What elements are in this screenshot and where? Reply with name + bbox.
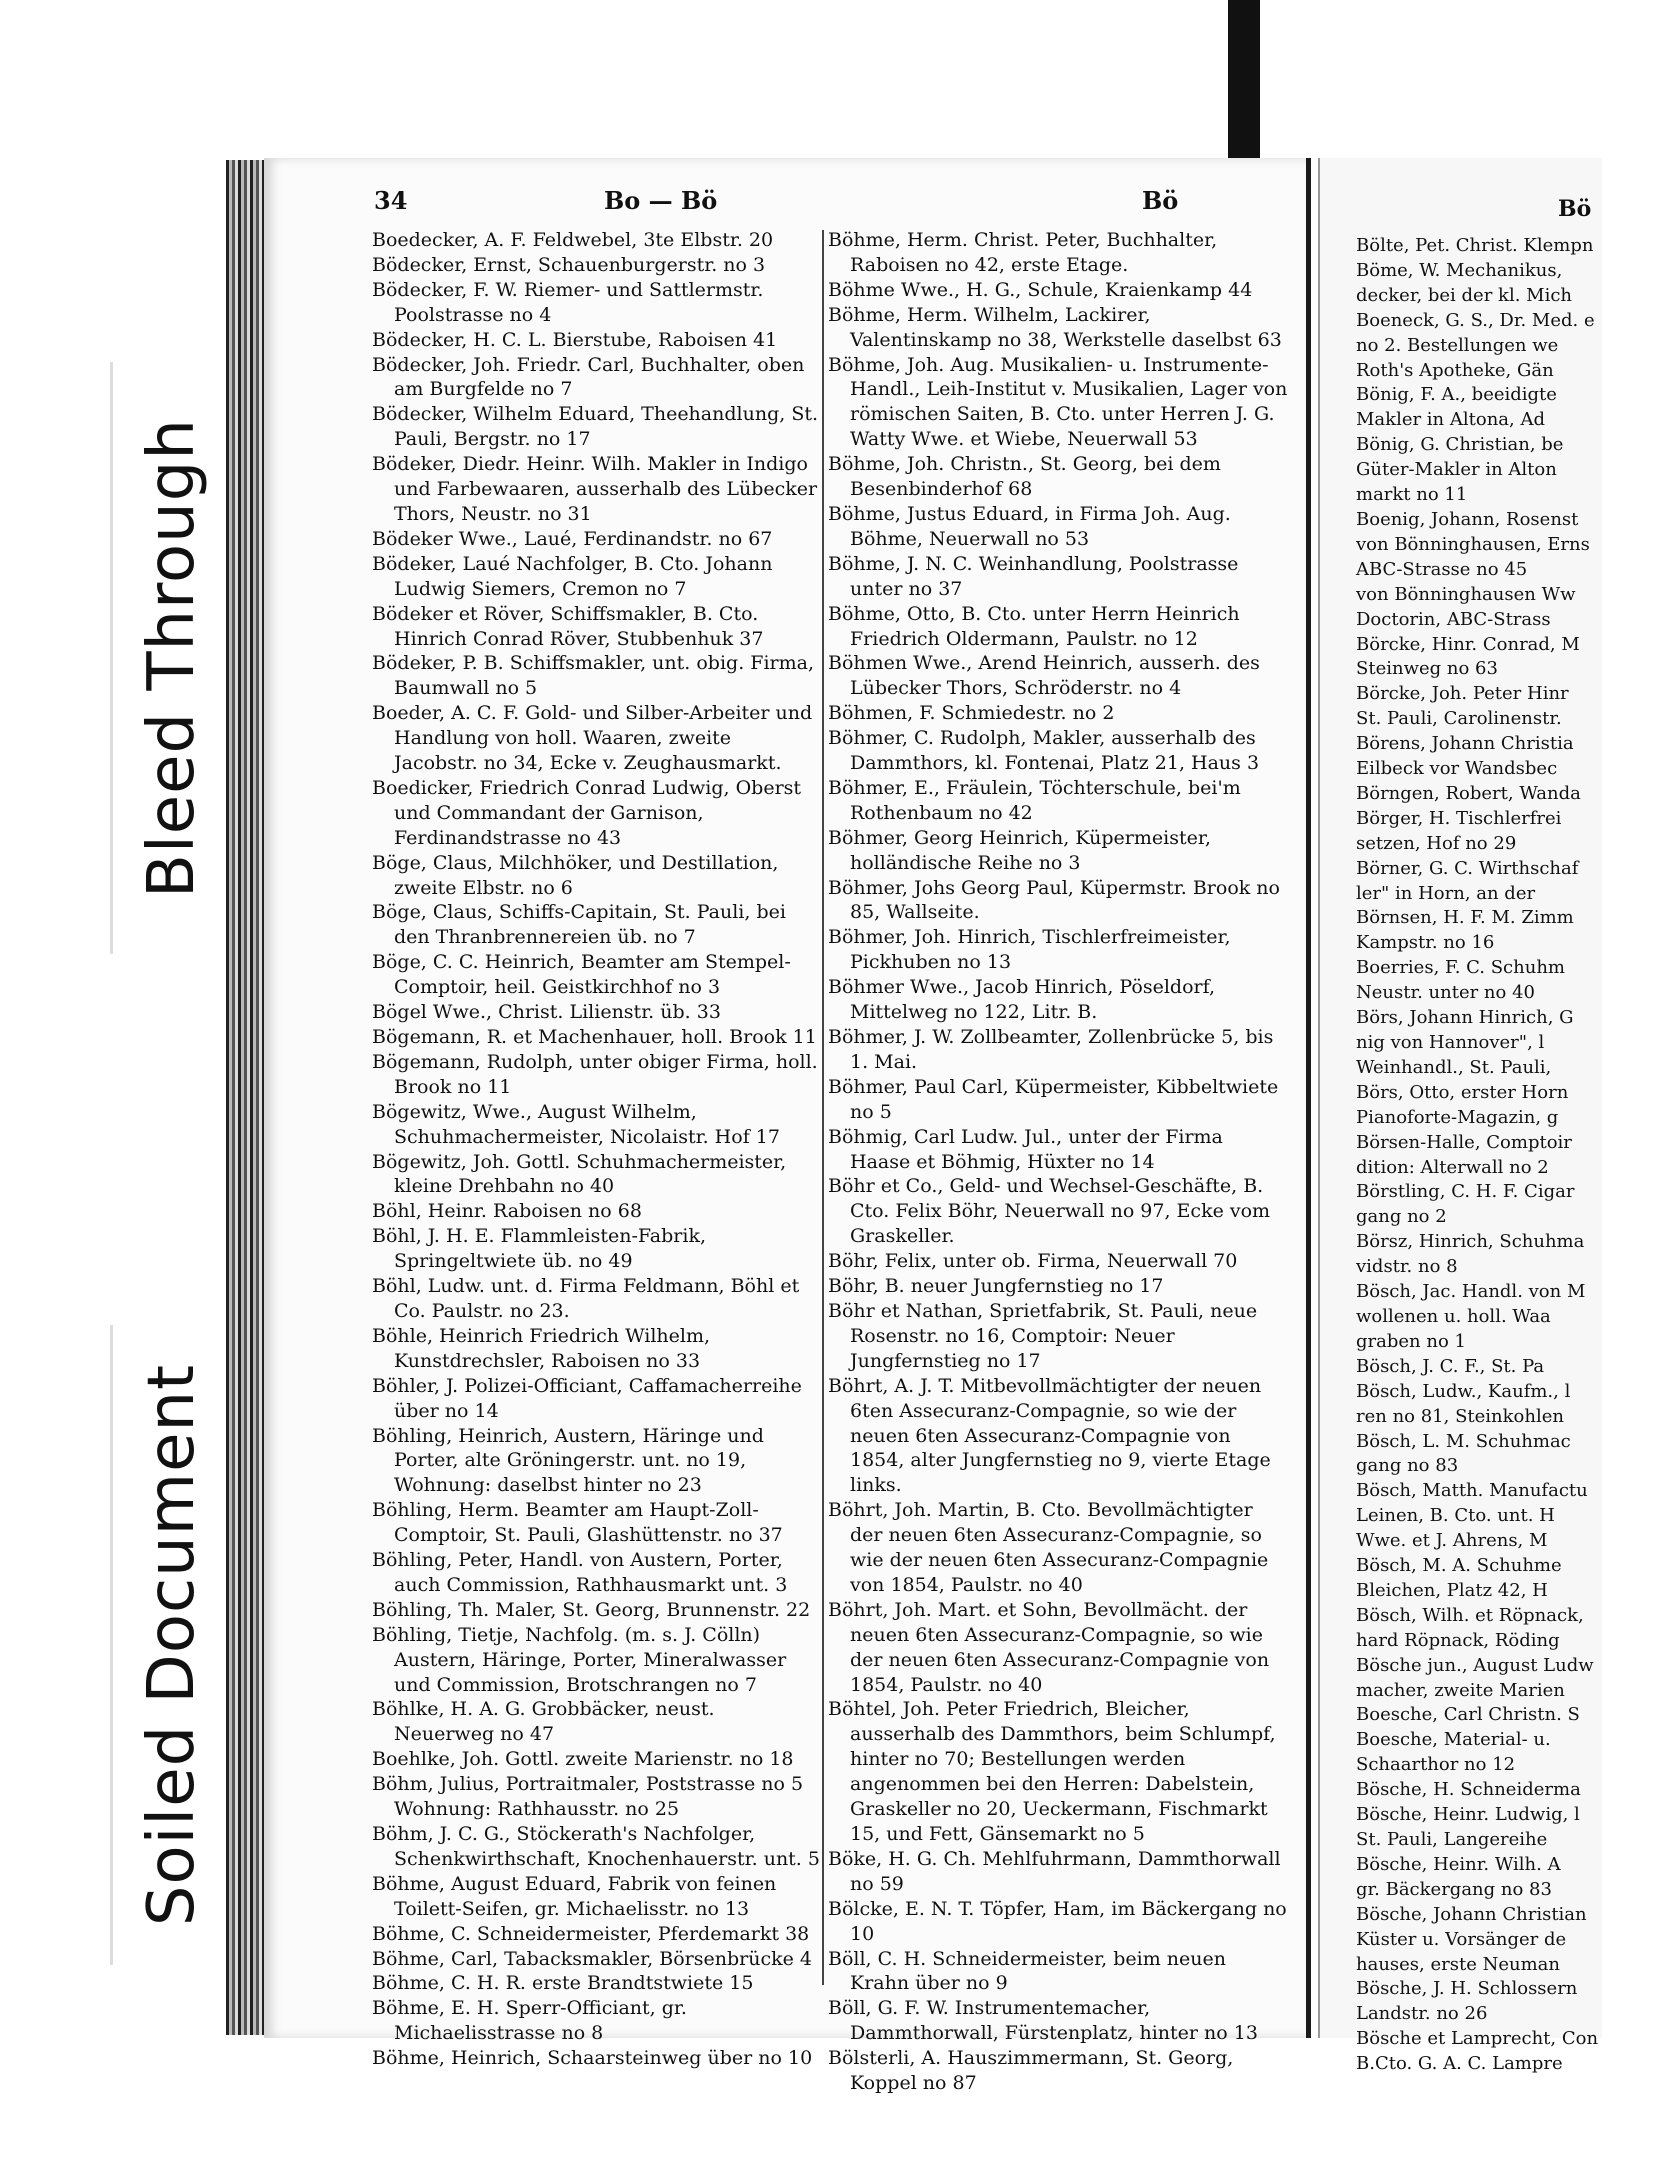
adjacent-line: Bösche, Heinr. Wilh. A: [1356, 1853, 1561, 1875]
directory-entry: Böhme, Herm. Christ. Peter, Buchhalter, Raboisen no 42, erste Etage.: [828, 229, 1218, 276]
directory-entry: Böhmer, Georg Heinrich, Küpermeister, holländische Reihe no 3: [828, 826, 1211, 874]
adjacent-line: decker, bei der kl. Mich: [1356, 284, 1573, 306]
directory-entry: Böhling, Tietje, Nachfolg. (m. s. J. Cölln) Austern, Häringe, Porter, Mineralwasser und Commission, Brotschrangen no 7: [372, 1623, 787, 1696]
directory-page: [264, 158, 1311, 2095]
directory-entry: Bölsterli, A. Hauszimmermann, St. Georg, Koppel no 87: [828, 2047, 1234, 2095]
adjacent-line: St. Pauli, Carolinenstr.: [1356, 708, 1562, 730]
adjacent-line: Bösch, Matth. Manufactu: [1356, 1480, 1588, 1502]
directory-entry: Böhme, J. N. C. Weinhandlung, Poolstrasse unter no 37: [828, 552, 1239, 600]
adjacent-line: Kampstr. no 16: [1356, 932, 1495, 954]
directory-entry: Böhrt, A. J. T. Mitbevollmächtigter der neuen 6ten Assecuranz-Compagnie, so wie der neuen 6ten Assecuranz-Compagnie von 1854, alter Jungfernstieg no 9, vierte Etage links.: [828, 1374, 1271, 1497]
directory-entry: Bögemann, Rudolph, unter obiger Firma, holl. Brook no 11: [372, 1050, 818, 1098]
directory-entry: Böhling, Herm. Beamter am Haupt-Zoll-Comptoir, St. Pauli, Glashüttenstr. no 37: [372, 1499, 783, 1547]
directory-entry: Böhme, Herm. Wilhelm, Lackirer, Valentinskamp no 38, Werkstelle daselbst 63: [828, 303, 1282, 351]
soiled-document-label: Soiled Document: [135, 1363, 209, 1927]
adjacent-line: Güter-Makler in Alton: [1356, 459, 1557, 481]
adjacent-line: no 2. Bestellungen we: [1356, 334, 1559, 356]
directory-entry: Böhmer, Joh. Hinrich, Tischlerfreimeister, Pickhuben no 13: [828, 926, 1231, 974]
page-number: 34: [374, 186, 408, 215]
adjacent-line: setzen, Hof no 29: [1356, 832, 1517, 854]
directory-entry: Böhme, Heinrich, Schaarsteinweg über no 10: [372, 2047, 813, 2070]
adjacent-line: hard Röpnack, Röding: [1356, 1629, 1560, 1651]
adjacent-line: Bleichen, Platz 42, H: [1356, 1579, 1548, 1601]
directory-entry: Bödeker et Röver, Schiffsmakler, B. Cto. Hinrich Conrad Röver, Stubbenhuk 37: [372, 602, 764, 650]
adjacent-line: Leinen, B. Cto. unt. H: [1356, 1505, 1555, 1527]
directory-entry: Böhler, J. Polizei-Officiant, Caffamacherreihe über no 14: [372, 1374, 802, 1422]
directory-entry: Bödecker, Wilhelm Eduard, Theehandlung, St. Pauli, Bergstr. no 17: [372, 403, 819, 451]
directory-entry: Böke, H. G. Ch. Mehlfuhrmann, Dammthorwall no 59: [828, 1847, 1281, 1895]
right-running-head: Bö: [1142, 186, 1179, 215]
adjacent-line: von Bönninghausen, Erns: [1356, 533, 1590, 555]
adjacent-line: macher, zweite Marien: [1356, 1679, 1565, 1701]
adjacent-line: ren no 81, Steinkohlen: [1356, 1405, 1564, 1427]
directory-entry: Böhme, Carl, Tabacksmakler, Börsenbrücke 4: [372, 1947, 812, 1970]
directory-entry: Bödeker, Diedr. Heinr. Wilh. Makler in Indigo und Farbewaaren, ausserhalb des Lübecker Thors, Neustr. no 31: [372, 453, 818, 525]
adjacent-line: Küster u. Vorsänger de: [1356, 1928, 1567, 1950]
adjacent-line: Bösch, Wilh. et Röpnack,: [1356, 1604, 1584, 1626]
adjacent-page: [1318, 158, 1602, 2075]
directory-entry: Bögel Wwe., Christ. Lilienstr. üb. 33: [372, 1001, 721, 1024]
left-running-head: Bo — Bö: [604, 186, 718, 215]
directory-entry: Böhme, C. H. R. erste Brandtstwiete 15: [372, 1972, 754, 1995]
directory-entry: Böhle, Heinrich Friedrich Wilhelm, Kunstdrechsler, Raboisen no 33: [372, 1324, 711, 1372]
directory-entry: Böhme, Otto, B. Cto. unter Herrn Heinrich Friedrich Oldermann, Paulstr. no 12: [828, 602, 1240, 650]
directory-entry: Böll, C. H. Schneidermeister, beim neuen Krahn über no 9: [828, 1947, 1226, 1995]
adjacent-line: St. Pauli, Langereihe: [1356, 1829, 1548, 1850]
directory-entry: Böhmig, Carl Ludw. Jul., unter der Firma Haase et Böhmig, Hüxter no 14: [828, 1125, 1223, 1173]
adjacent-line: wollenen u. holl. Waa: [1356, 1305, 1551, 1327]
bleed-through-label: Bleed Through: [135, 418, 209, 898]
directory-entry: Bödeker, Laué Nachfolger, B. Cto. Johann Ludwig Siemers, Cremon no 7: [372, 552, 773, 600]
directory-entry: Böhmer, E., Fräulein, Töchterschule, bei'm Rothenbaum no 42: [828, 776, 1241, 824]
adjacent-line: Börngen, Robert, Wanda: [1356, 782, 1581, 804]
adjacent-line: Bösch, L. M. Schuhmac: [1356, 1430, 1571, 1452]
adjacent-line: Bösch, Jac. Handl. von M: [1356, 1281, 1586, 1303]
adjacent-line: Bösche jun., August Ludw: [1356, 1654, 1594, 1676]
adjacent-line: Börens, Johann Christia: [1356, 733, 1574, 755]
directory-entry: Böhmer, J. W. Zollbeamter, Zollenbrücke 5, bis 1. Mai.: [828, 1026, 1274, 1073]
directory-entry: Bödecker, F. W. Riemer- und Sattlermstr. Poolstrasse no 4: [372, 278, 764, 326]
adjacent-line: Bönig, F. A., beeidigte: [1356, 384, 1557, 406]
directory-entry: Böll, G. F. W. Instrumentemacher, Dammthorwall, Fürstenplatz, hinter no 13: [828, 1997, 1258, 2045]
directory-entry: Boedicker, Friedrich Conrad Ludwig, Oberst und Commandant der Garnison, Ferdinandstrasse no 43: [372, 776, 802, 849]
directory-entry: Böhling, Heinrich, Austern, Häringe und Porter, alte Gröningerstr. unt. no 19, Wohnung: daselbst hinter no 23: [372, 1424, 764, 1497]
directory-entry: Böhl, Heinr. Raboisen no 68: [372, 1200, 642, 1223]
directory-entry: Böge, Claus, Milchhöker, und Destillation, zweite Elbstr. no 6: [372, 851, 779, 899]
adjacent-line: von Bönninghausen Ww: [1356, 583, 1576, 605]
directory-entry: Böhme, Joh. Aug. Musikalien- u. Instrumente-Handl., Leih-Institut v. Musikalien, Lager von römischen Saiten, B. Cto. unter Herren J. G. Watty Wwe. et Wiebe, Neuerwall 53: [828, 353, 1288, 451]
adjacent-line: nig von Hannover", l: [1356, 1032, 1545, 1053]
directory-entry: Böhmen Wwe., Arend Heinrich, ausserh. des Lübecker Thors, Schröderstr. no 4: [828, 652, 1260, 700]
book-page-edges: [226, 160, 266, 2035]
directory-entry: Böhling, Th. Maler, St. Georg, Brunnenstr. 22: [372, 1598, 811, 1621]
directory-entry: Böhme, Joh. Christn., St. Georg, bei dem Besenbinderhof 68: [828, 453, 1221, 501]
bleed-through-label-box: [110, 362, 231, 954]
directory-entry: Bödeker Wwe., Laué, Ferdinandstr. no 67: [372, 527, 773, 550]
adjacent-line: Doctorin, ABC-Strass: [1356, 608, 1551, 630]
directory-entry: Boedecker, A. F. Feldwebel, 3te Elbstr. 20: [372, 229, 774, 251]
adjacent-line: Bösche, Heinr. Ludwig, l: [1356, 1804, 1580, 1826]
adjacent-line: Landstr. no 26: [1356, 2003, 1488, 2025]
directory-entry: Böhmer, Johs Georg Paul, Küpermstr. Brook no 85, Wallseite.: [828, 876, 1280, 924]
adjacent-line: Bösche et Lamprecht, Con: [1356, 2028, 1599, 2050]
adjacent-line: Börsz, Hinrich, Schuhma: [1356, 1231, 1585, 1253]
adjacent-line: Börcke, Joh. Peter Hinr: [1356, 683, 1569, 705]
directory-entry: Böhl, J. H. E. Flammleisten-Fabrik, Springeltwiete üb. no 49: [372, 1225, 707, 1273]
directory-entry: Böhling, Peter, Handl. von Austern, Porter, auch Commission, Rathhausmarkt unt. 3: [372, 1549, 788, 1596]
adjacent-line: Börs, Otto, erster Horn: [1356, 1081, 1569, 1103]
adjacent-line: ler" in Horn, an der: [1356, 882, 1536, 904]
adjacent-line: Börstling, C. H. F. Cigar: [1356, 1181, 1575, 1203]
adjacent-line: Bösch, J. C. F., St. Pa: [1356, 1355, 1545, 1377]
adjacent-line: Roth's Apotheke, Gän: [1356, 359, 1554, 381]
adjacent-line: Böme, W. Mechanikus,: [1356, 259, 1563, 281]
adjacent-line: Bönig, G. Christian, be: [1356, 434, 1564, 456]
adjacent-line: Neustr. unter no 40: [1356, 982, 1535, 1004]
directory-entry: Böhr et Nathan, Sprietfabrik, St. Pauli, neue Rosenstr. no 16, Comptoir: Neuer Jungfernstieg no 17: [828, 1299, 1258, 1372]
column-divider: [822, 230, 824, 1985]
adjacent-line: graben no 1: [1356, 1330, 1466, 1352]
adjacent-line: Börner, G. C. Wirthschaf: [1356, 857, 1579, 879]
adjacent-line: dition: Alterwall no 2: [1356, 1156, 1549, 1178]
adjacent-line: Steinweg no 63: [1356, 658, 1498, 680]
adjacent-line: ABC-Strasse no 45: [1356, 558, 1528, 580]
directory-entry: Böge, C. C. Heinrich, Beamter am Stempel-Comptoir, heil. Geistkirchhof no 3: [372, 951, 791, 999]
soiled-document-label-box: [110, 1325, 231, 1965]
directory-entry: Bödecker, Joh. Friedr. Carl, Buchhalter, oben am Burgfelde no 7: [372, 353, 805, 401]
directory-entry: Böhme, C. Schneidermeister, Pferdemarkt 38: [372, 1922, 810, 1945]
adjacent-line: gr. Bäckergang no 83: [1356, 1878, 1552, 1900]
adjacent-line: Börsen-Halle, Comptoir: [1356, 1131, 1572, 1153]
directory-entry: Boehlke, Joh. Gottl. zweite Marienstr. no 18: [372, 1748, 794, 1771]
adjacent-line: vidstr. no 8: [1356, 1256, 1458, 1278]
directory-entry: Böhmer Wwe., Jacob Hinrich, Pöseldorf, Mittelweg no 122, Litr. B.: [828, 976, 1216, 1024]
directory-entry: Böhr, B. neuer Jungfernstieg no 17: [828, 1275, 1164, 1298]
adjacent-line: Pianoforte-Magazin, g: [1356, 1106, 1559, 1128]
adjacent-line: Bölte, Pet. Christ. Klempn: [1356, 235, 1594, 256]
adjacent-line: Bösche, H. Schneiderma: [1356, 1779, 1581, 1801]
adjacent-line: Boesche, Carl Christn. S: [1356, 1704, 1580, 1726]
directory-entry: Böhmer, C. Rudolph, Makler, ausserhalb des Dammthors, kl. Fontenai, Platz 21, Haus 3: [828, 727, 1260, 775]
adjacent-line: Bösche, Johann Christian: [1356, 1903, 1587, 1925]
adjacent-line: Weinhandl., St. Pauli,: [1356, 1056, 1552, 1078]
directory-entry: Böhmen, F. Schmiedestr. no 2: [828, 702, 1115, 725]
directory-entry: Böhrt, Joh. Martin, B. Cto. Bevollmächtigter der neuen 6ten Assecuranz-Compagnie, so wie der neuen 6ten Assecuranz-Compagnie von 1854, Paulstr. no 40: [828, 1499, 1269, 1596]
adjacent-line: Makler in Altona, Ad: [1356, 409, 1545, 431]
adjacent-line: Eilbeck vor Wandsbec: [1356, 758, 1558, 780]
adjacent-line: Börnsen, H. F. M. Zimm: [1356, 907, 1574, 929]
directory-entry: Bögemann, R. et Machenhauer, holl. Brook 11: [372, 1026, 817, 1048]
adjacent-line: Bösch, M. A. Schuhme: [1356, 1555, 1562, 1577]
adjacent-line: Börger, H. Tischlerfrei: [1356, 807, 1562, 829]
directory-entry: Bölcke, E. N. T. Töpfer, Ham, im Bäckergang no 10: [828, 1897, 1287, 1945]
adjacent-line: Börcke, Hinr. Conrad, M: [1356, 633, 1580, 655]
directory-entry: Böhr, Felix, unter ob. Firma, Neuerwall 70: [828, 1250, 1238, 1273]
adjacent-line: gang no 2: [1356, 1206, 1447, 1228]
directory-entry: Böhr et Co., Geld- und Wechsel-Geschäfte, B. Cto. Felix Böhr, Neuerwall no 97, Ecke vom Graskeller.: [828, 1175, 1271, 1248]
directory-entry: Boeder, A. C. F. Gold- und Silber-Arbeiter und Handlung von holl. Waaren, zweite Jacobstr. no 34, Ecke v. Zeughausmarkt.: [372, 702, 813, 775]
adjacent-line: Boeneck, G. S., Dr. Med. e: [1356, 309, 1595, 331]
adjacent-line: markt no 11: [1356, 484, 1468, 506]
directory-entry: Böge, Claus, Schiffs-Capitain, St. Pauli, bei den Thranbrennereien üb. no 7: [372, 901, 786, 949]
binding-shadow: [1228, 0, 1260, 170]
directory-entry: Bödecker, H. C. L. Bierstube, Raboisen 41: [372, 328, 778, 351]
directory-entry: Böhlke, H. A. G. Grobbäcker, neust. Neuerweg no 47: [372, 1698, 715, 1746]
directory-entry: Böhme, August Eduard, Fabrik von feinen Toilett-Seifen, gr. Michaelisstr. no 13: [372, 1872, 777, 1920]
adjacent-line: Schaarthor no 12: [1356, 1754, 1516, 1776]
adjacent-line: B.Cto. G. A. C. Lampre: [1356, 2053, 1563, 2075]
adjacent-line: Börs, Johann Hinrich, G: [1356, 1007, 1574, 1029]
directory-entry: Bödecker, Ernst, Schauenburgerstr. no 3: [372, 253, 766, 276]
adjacent-line: Bösch, Ludw., Kaufm., l: [1356, 1380, 1571, 1402]
directory-entry: Böhrt, Joh. Mart. et Sohn, Bevollmächt. der neuen 6ten Assecuranz-Compagnie, so wie der neuen 6ten Assecuranz-Compagnie von 1854, Paulstr. no 40: [828, 1598, 1270, 1696]
directory-entry: Bödeker, P. B. Schiffsmakler, unt. obig. Firma, Baumwall no 5: [372, 652, 815, 700]
adjacent-line: gang no 83: [1356, 1455, 1459, 1477]
adjacent-line: Boesche, Material- u.: [1356, 1729, 1551, 1751]
left-column: [372, 228, 820, 2071]
directory-entry: Böhme, Justus Eduard, in Firma Joh. Aug. Böhme, Neuerwall no 53: [828, 502, 1231, 550]
directory-entry: Böhm, Julius, Portraitmaler, Poststrasse no 5 Wohnung: Rathhausstr. no 25: [372, 1773, 804, 1821]
directory-entry: Böhl, Ludw. unt. d. Firma Feldmann, Böhl et Co. Paulstr. no 23.: [372, 1275, 800, 1322]
directory-entry: Böhme Wwe., H. G., Schule, Kraienkamp 44: [828, 278, 1253, 301]
directory-entry: Bögewitz, Wwe., August Wilhelm, Schuhmachermeister, Nicolaistr. Hof 17: [372, 1100, 780, 1148]
adjacent-line: Wwe. et J. Ahrens, M: [1356, 1530, 1548, 1552]
directory-entry: Böhme, E. H. Sperr-Officiant, gr. Michaelisstrasse no 8: [372, 1997, 687, 2045]
adjacent-line: hauses, erste Neuman: [1356, 1953, 1560, 1975]
adjacent-line: Boerries, F. C. Schuhm: [1356, 957, 1565, 979]
adjacent-line: Boenig, Johann, Rosenst: [1356, 508, 1579, 530]
directory-entry: Böhm, J. C. G., Stöckerath's Nachfolger, Schenkwirthschaft, Knochenhauerstr. unt. 5: [372, 1823, 820, 1870]
directory-entry: Böhtel, Joh. Peter Friedrich, Bleicher, ausserhalb des Dammthors, beim Schlumpf, hinter no 70; Bestellungen werden angenommen bei den Herren: Dabelstein, Graskeller no 20, Ueckermann, Fischmarkt 15, und Fett, Gänsemarkt no 5: [828, 1698, 1276, 1845]
directory-entry: Bögewitz, Joh. Gottl. Schuhmachermeister, kleine Drehbahn no 40: [372, 1150, 787, 1198]
page-header: [374, 186, 1276, 220]
adjacent-running-head: Bö: [1558, 196, 1592, 222]
right-column: [828, 228, 1288, 2096]
adjacent-line: Bösche, J. H. Schlossern: [1356, 1978, 1578, 2000]
adjacent-column: [1356, 234, 1656, 2077]
directory-entry: Böhmer, Paul Carl, Küpermeister, Kibbeltwiete no 5: [828, 1075, 1279, 1123]
